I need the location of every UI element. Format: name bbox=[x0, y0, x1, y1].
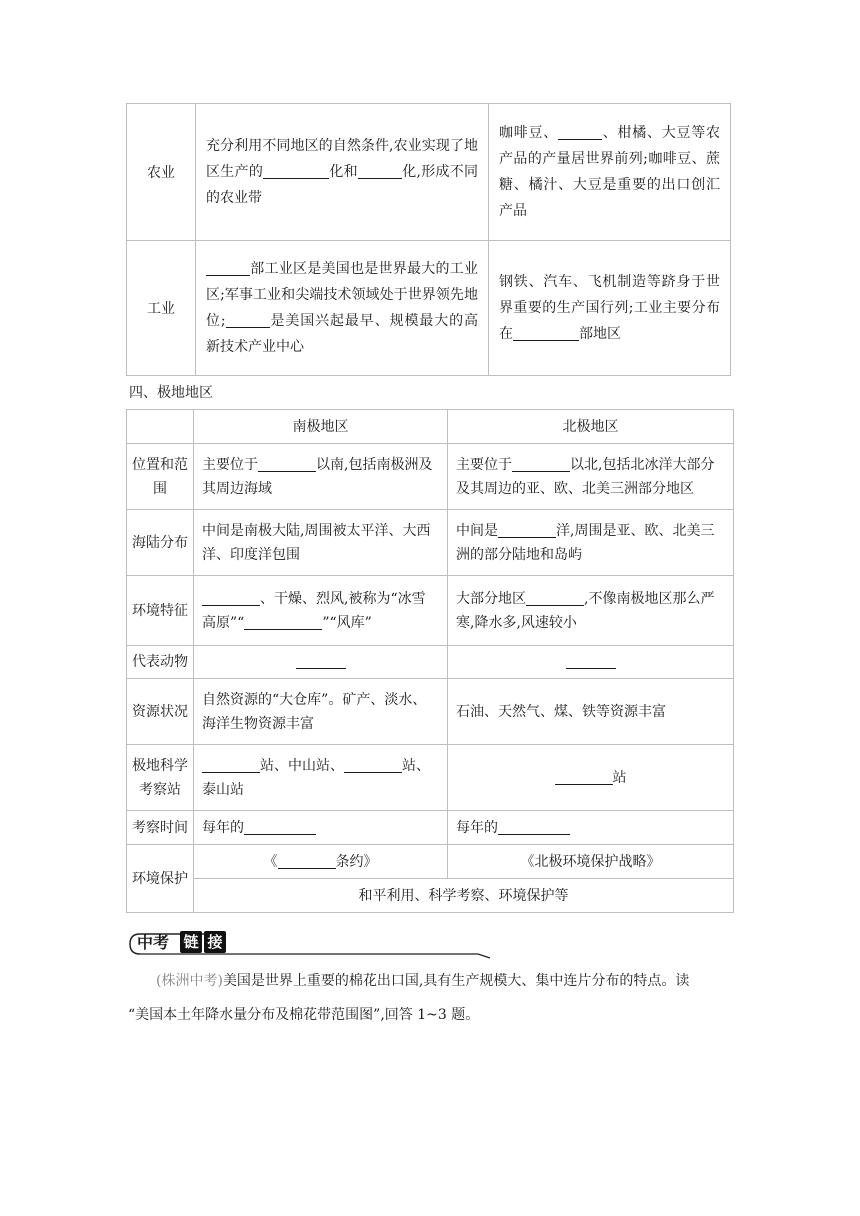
table-row-protection-shared bbox=[127, 879, 734, 913]
answer-blank[interactable] bbox=[558, 125, 602, 140]
row-label-industry: 工业 bbox=[127, 241, 196, 376]
answer-blank[interactable] bbox=[206, 261, 250, 276]
arctic-time-cell bbox=[448, 811, 734, 845]
answer-blank[interactable] bbox=[498, 523, 556, 538]
cell-text: 钢铁、汽车、飞机制造等跻身于世界重要的生产国行列;工业主要分布在 bbox=[499, 274, 720, 342]
polar-regions-table bbox=[126, 409, 734, 913]
antarctic-treaty-cell bbox=[194, 845, 448, 879]
cell-text: 化和 bbox=[329, 164, 358, 180]
header-cell-empty bbox=[127, 410, 194, 444]
table-row-resources bbox=[127, 679, 734, 745]
cell-text: 是美国兴起最早、规模最大的高新技术产业中心 bbox=[206, 313, 479, 355]
row-label-environment: 环境特征 bbox=[127, 576, 194, 646]
table-row-environment bbox=[127, 576, 734, 646]
antarctic-sea-land-cell: 中间是南极大陆,周围被太平洋、大西洋、印度洋包围 bbox=[194, 510, 448, 576]
banner-title: 中考 bbox=[137, 933, 170, 952]
table-row-animals bbox=[127, 646, 734, 679]
antarctic-location-cell bbox=[194, 444, 448, 510]
cell-text: 充分利用不同地区的自然条件,农业实现了地区生产的 bbox=[206, 138, 478, 180]
answer-blank[interactable] bbox=[498, 820, 570, 835]
answer-blank[interactable] bbox=[202, 758, 260, 773]
answer-blank[interactable] bbox=[202, 591, 260, 606]
cell-text: 以南,包括南极洲及其周边海域 bbox=[202, 456, 433, 497]
antarctic-time-cell bbox=[194, 811, 448, 845]
row-label-animals: 代表动物 bbox=[127, 646, 194, 679]
answer-blank[interactable] bbox=[555, 770, 613, 785]
banner-badge-1: 链 bbox=[180, 931, 202, 953]
table-row-stations bbox=[127, 745, 734, 811]
cell-text: 主要位于 bbox=[202, 456, 258, 473]
cell-text: 洋,周围是亚、欧、北美三洲的部分陆地和岛屿 bbox=[456, 522, 715, 563]
table-row-location bbox=[127, 444, 734, 510]
arctic-resources-cell: 石油、天然气、煤、铁等资源丰富 bbox=[448, 679, 734, 745]
cell-text: 站 bbox=[612, 769, 627, 786]
antarctic-resources-cell: 自然资源的“大仓库”。矿产、淡水、海洋生物资源丰富 bbox=[194, 679, 448, 745]
answer-blank[interactable] bbox=[512, 457, 570, 472]
answer-blank[interactable] bbox=[263, 164, 329, 179]
cell-text: ”“风库” bbox=[322, 614, 372, 631]
table-row-protection bbox=[127, 845, 734, 879]
cell-text: 、柑橘、大豆等农产品的产量居世界前列;咖啡豆、蔗糖、橘汁、大豆是重要的出口创汇产品 bbox=[499, 125, 720, 219]
cell-text: ,不像南极地区那么严寒,降水多,风速较小 bbox=[456, 590, 715, 631]
cell-text: 中间是 bbox=[456, 522, 498, 539]
header-arctic: 北极地区 bbox=[448, 410, 734, 444]
cell-text: 站、中山站、 bbox=[260, 757, 344, 774]
cell-text: 站、泰山站 bbox=[202, 757, 430, 798]
answer-blank[interactable] bbox=[513, 326, 579, 341]
question-intro-line-2: “美国本土年降水量分布及棉花带范围图”,回答 1~3 题。 bbox=[128, 1007, 480, 1023]
antarctic-stations-cell bbox=[194, 745, 448, 811]
table-row-agriculture bbox=[127, 104, 731, 241]
cell-text: 咖啡豆、 bbox=[499, 125, 558, 141]
row-label-sea-land: 海陆分布 bbox=[127, 510, 194, 576]
arctic-environment-cell bbox=[448, 576, 734, 646]
banner-badge-2: 接 bbox=[204, 931, 226, 953]
table-header-row bbox=[127, 410, 734, 444]
us-economy-table bbox=[126, 103, 731, 376]
cell-text: 条约》 bbox=[335, 853, 378, 870]
header-antarctic: 南极地区 bbox=[194, 410, 448, 444]
cell-text: 、干燥、烈风,被称为“冰雪高原”“ bbox=[202, 590, 426, 631]
arctic-stations-cell bbox=[448, 745, 734, 811]
arctic-animals-cell bbox=[448, 646, 734, 679]
question-intro-line-1 bbox=[128, 967, 728, 995]
cell-text: 部地区 bbox=[579, 326, 621, 342]
answer-blank[interactable] bbox=[244, 615, 322, 630]
arctic-location-cell bbox=[448, 444, 734, 510]
cell-text: 大部分地区 bbox=[456, 590, 526, 607]
cell-text: 以北,包括北冰洋大部分及其周边的亚、欧、北美三洲部分地区 bbox=[456, 456, 715, 497]
industry-features-cell bbox=[196, 241, 489, 376]
arctic-strategy-cell: 《北极环境保护战略》 bbox=[448, 845, 734, 879]
answer-blank[interactable] bbox=[296, 654, 346, 669]
agriculture-products-cell bbox=[489, 104, 731, 241]
answer-blank[interactable] bbox=[358, 164, 402, 179]
row-label-time: 考察时间 bbox=[127, 811, 194, 845]
table-row-industry bbox=[127, 241, 731, 376]
table-row-time bbox=[127, 811, 734, 845]
cell-text: 每年的 bbox=[202, 819, 244, 836]
row-label-location: 位置和范围 bbox=[127, 444, 194, 510]
arctic-sea-land-cell bbox=[448, 510, 734, 576]
row-label-agriculture: 农业 bbox=[127, 104, 196, 241]
question-text: 美国是世界上重要的棉花出口国,具有生产规模大、集中连片分布的特点。读 bbox=[222, 973, 690, 989]
question-source: (株洲中考) bbox=[156, 973, 223, 989]
exam-link-banner bbox=[128, 930, 494, 960]
antarctic-animals-cell bbox=[194, 646, 448, 679]
table-row-sea-land bbox=[127, 510, 734, 576]
answer-blank[interactable] bbox=[526, 591, 584, 606]
row-label-protection: 环境保护 bbox=[127, 845, 194, 913]
cell-text: 每年的 bbox=[456, 819, 498, 836]
cell-text: 主要位于 bbox=[456, 456, 512, 473]
antarctic-environment-cell bbox=[194, 576, 448, 646]
answer-blank[interactable] bbox=[344, 758, 402, 773]
section-title: 四、极地地区 bbox=[129, 385, 213, 401]
shared-principles-cell: 和平利用、科学考察、环境保护等 bbox=[194, 879, 734, 913]
answer-blank[interactable] bbox=[226, 313, 270, 328]
cell-text: 部工业区是美国也是世界最大的工业区;军事工业和尖端技术领域处于世界领先地位; bbox=[206, 261, 478, 329]
row-label-resources: 资源状况 bbox=[127, 679, 194, 745]
cell-text: 《 bbox=[263, 853, 278, 870]
answer-blank[interactable] bbox=[258, 457, 316, 472]
answer-blank[interactable] bbox=[244, 820, 316, 835]
row-label-stations: 极地科学考察站 bbox=[127, 745, 194, 811]
industry-distribution-cell bbox=[489, 241, 731, 376]
answer-blank[interactable] bbox=[278, 854, 336, 869]
cell-text: 化,形成不同的农业带 bbox=[206, 164, 479, 206]
agriculture-features-cell bbox=[196, 104, 489, 241]
answer-blank[interactable] bbox=[566, 654, 616, 669]
